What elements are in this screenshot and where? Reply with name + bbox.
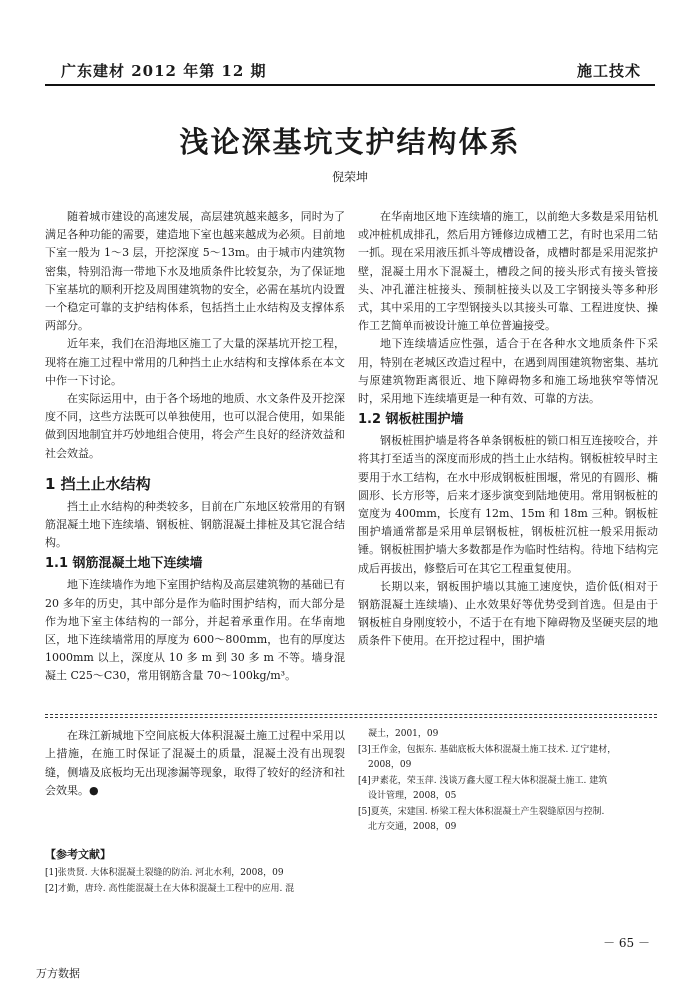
references-title: 【参考文献】 — [45, 848, 111, 861]
section-heading: 1 挡土止水结构 — [45, 474, 151, 493]
references-list-left — [45, 866, 345, 897]
watermark-text: 万方数据 — [36, 967, 80, 980]
reference-continuation: 北方交通，2008，09 — [368, 822, 457, 832]
journal-issue: 广东建材 2012 年第 12 期 — [61, 62, 267, 80]
right-column — [358, 208, 658, 651]
header-rule — [45, 84, 655, 86]
reference-continuation: 凝土，2001，09 — [368, 729, 439, 739]
body-paragraph: 长期以来，钢板围护墙以其施工速度快，造价低(相对于钢筋混凝土连续墙)、止水效果好等优势受到首选。但是由于钢板桩自身刚度较小，不适于在有地下障碍物及坚硬夹层的地质条件下使用。在开挖过程中，围护墙 — [358, 579, 658, 648]
reference-item: [1]张贵贤. 大体积混凝土裂缝的防治. 河北水利，2008，09 — [45, 868, 284, 878]
subsection-heading: 1.2 钢板桩围护墙 — [358, 412, 464, 428]
body-paragraph: 地下连续墙作为地下室围护结构及高层建筑物的基础已有 20 多年的历史，其中部分是作为临时围护结构，而大部分是作为地下室主体结构的一部分，并起着承重作用。在华南地区，地下连续墙常用的厚度为 600～800mm，也有的厚度达 1000mm 以上，深度从 10 多 m 到 30 多 m 不等。墙身混凝土 C25～C30，常用钢筋含量 70～100kg/m³。 — [45, 578, 345, 683]
body-paragraph: 地下连续墙适应性强，适合于在各种水文地质条件下采用，特别在老城区改造过程中，在遇到周围建筑物密集、基坑与原建筑物距离很近、地下障碍物多和施工场地狭窄等情况时，采用地下连续墙更是一种有效、可靠的方法。 — [358, 337, 658, 406]
reference-continuation: 2008，09 — [368, 760, 412, 770]
section-name: 施工技术 — [576, 62, 641, 80]
reference-continuation: 设计管理，2008，05 — [368, 791, 457, 801]
body-paragraph: 在华南地区地下连续墙的施工，以前绝大多数是采用钻机或冲桩机成排孔，然后用方锤修边成槽工艺，有时也采用二钻一抓。现在采用液压抓斗等成槽设备，成槽时都是采用泥浆护壁，混凝土用水下混凝土，槽段之间的接头形式有接头管接头、冲孔灌注桩接头、预制桩接头以及工字钢接头等多种形式，其中采用的工字型钢接头以其接头可靠、工程进度快、操作工艺简单而被设计施工单位普遍接受。 — [358, 210, 658, 333]
previous-article-ending — [45, 727, 345, 801]
reference-item: [4]尹素花，荣玉萍. 浅谈万鑫大厦工程大体积混凝土施工. 建筑 — [358, 775, 608, 786]
subsection-heading: 1.1 钢筋混凝土地下连续墙 — [45, 556, 203, 572]
article-divider — [45, 714, 657, 718]
conclusion-paragraph: 在珠江新城地下空间底板大体积混凝土施工过程中采用以上措施，在施工时保证了混凝土的质量，混凝土没有出现裂缝，侧墙及底板均无出现渗漏等现象，取得了较好的经济和社会效果。● — [45, 729, 345, 798]
body-paragraph: 钢板桩围护墙是将各单条钢板桩的锁口相互连接咬合，并将其打至适当的深度而形成的挡土止水结构。钢板桩较早时主要用于水工结构，在水中形成钢板桩围堰，常见的有圆形、椭圆形、长方形等，后来才逐步演变到陆地使用。常用钢板桩的宽度为 400mm，长度有 12m、15m 和 18m 三种。钢板桩围护墙通常都是采用单层钢板桩，钢板桩沉桩一般采用振动锤。钢板桩围护墙大多数都是作为临时性结构。待地下结构完成后再拔出，修整后可在其它工程重复使用。 — [358, 434, 658, 575]
intro-paragraph: 在实际运用中，由于各个场地的地质、水文条件及开挖深度不同，这些方法既可以单独使用，也可以混合使用，如果能做到因地制宜并巧妙地组合使用，将会产生良好的经济效益和社会效益。 — [45, 392, 345, 460]
intro-paragraph: 随着城市建设的高速发展，高层建筑越来越多，同时为了满足各种功能的需要，建造地下室也越来越成为必须。目前地下室一般为 1～3 层，开挖深度 5～13m。由于城市内建筑物密集，特别沿海一带地下水及地质条件比较复杂，为了保证地下室基坑的顺利开挖及周围建筑物的安全，必需在基坑内设置一个稳定可靠的支护结构体系，包括挡土止水结构及支撑体系两部分。 — [45, 210, 345, 333]
reference-item: [2]才勤，唐玲. 高性能混凝土在大体积混凝土工程中的应用. 混 — [45, 883, 295, 894]
page-number: － 65 － — [603, 936, 650, 950]
references-list-right — [358, 727, 658, 836]
left-column — [45, 208, 345, 686]
article-title: 浅论深基坑支护结构体系 — [179, 125, 521, 159]
article-author: 倪荣坤 — [331, 170, 368, 184]
body-paragraph: 挡土止水结构的种类较多，目前在广东地区较常用的有钢筋混凝土地下连续墙、钢板桩、钢筋混凝土排桩及其它混合结构。 — [45, 499, 345, 550]
reference-item: [5]夏英，宋建国. 桥梁工程大体积混凝土产生裂缝原因与控制. — [358, 806, 605, 817]
running-header — [45, 60, 655, 86]
reference-item: [3]王作金，包振东. 基础底板大体积混凝土施工技术. 辽宁建材， — [358, 744, 617, 755]
intro-paragraph: 近年来，我们在沿海地区施工了大量的深基坑开挖工程，现将在施工过程中常用的几种挡土止水结构和支撑体系在本文中作一下讨论。 — [45, 337, 345, 387]
